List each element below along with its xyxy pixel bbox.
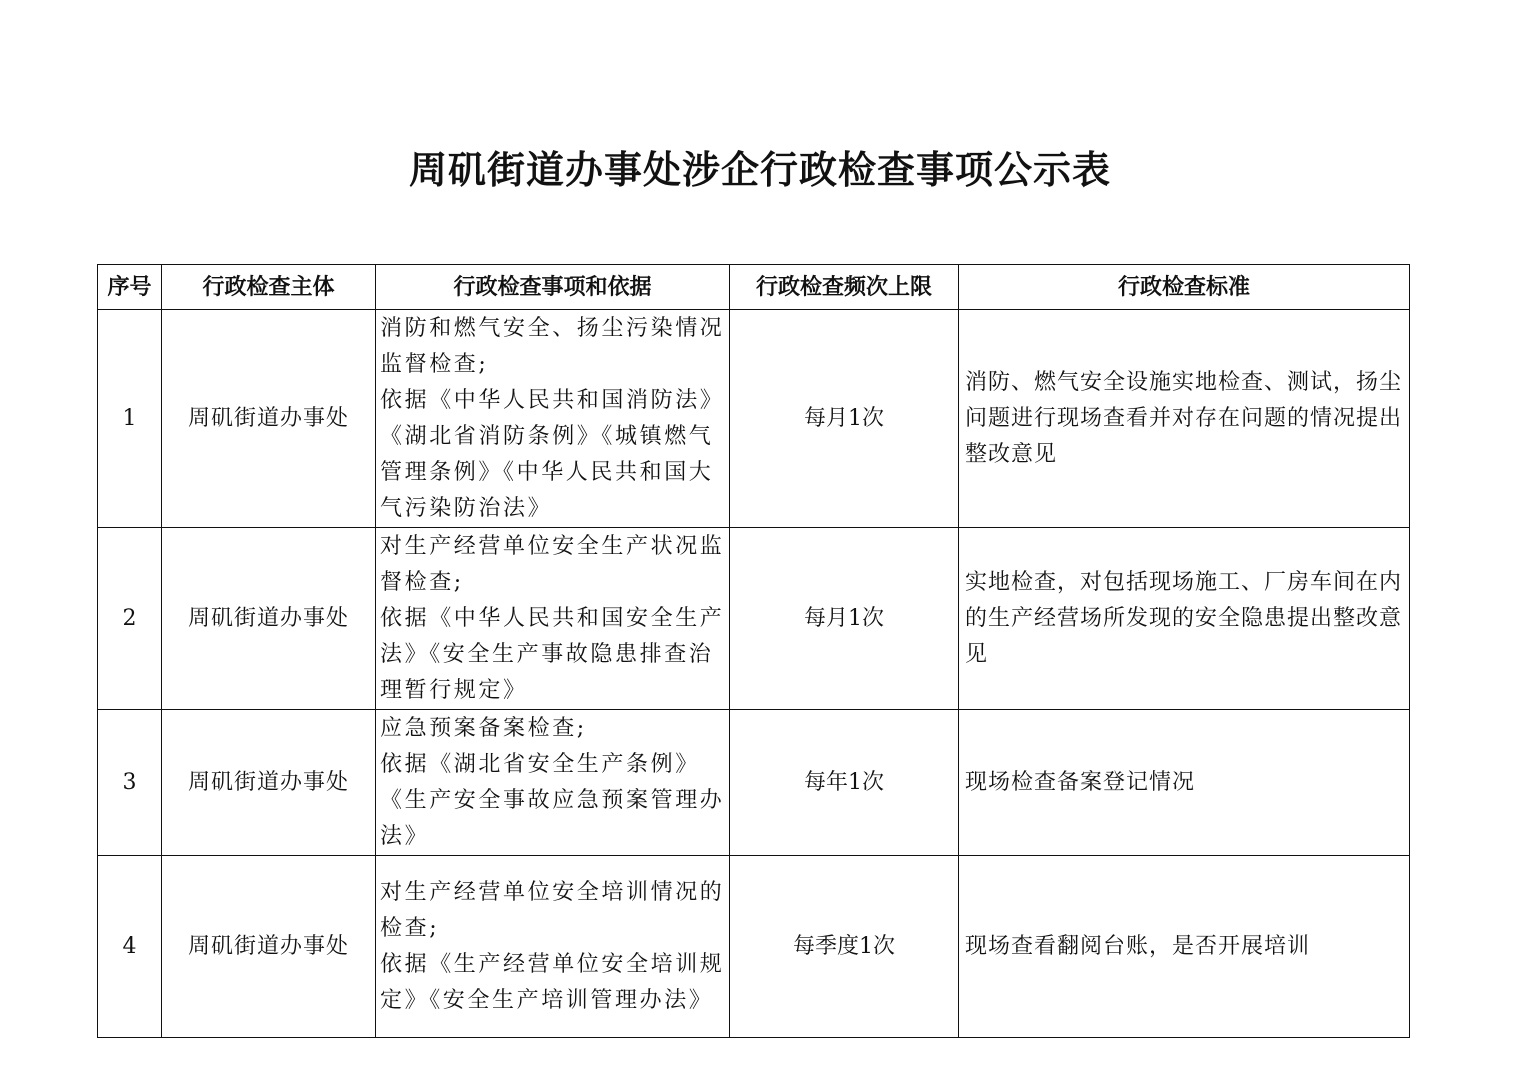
- row-seq: 2: [98, 528, 162, 710]
- row-subject: 周矶街道办事处: [162, 310, 376, 528]
- inspection-table: [97, 264, 1410, 1038]
- page-title: 周矶街道办事处涉企行政检查事项公示表: [408, 147, 1111, 192]
- row-subject: 周矶街道办事处: [162, 710, 376, 856]
- header-subject: 行政检查主体: [162, 265, 376, 310]
- row-frequency: 每月1次: [730, 310, 959, 528]
- row-basis: 依据《湖北省安全生产条例》《生产安全事故应急预案管理办法》: [380, 751, 725, 849]
- table-row: [98, 528, 1410, 710]
- table-row: [98, 310, 1410, 528]
- row-basis: 依据《中华人民共和国消防法》《湖北省消防条例》《城镇燃气管理条例》《中华人民共和国大气污染防治法》: [380, 387, 725, 521]
- row-standard: 消防、燃气安全设施实地检查、测试，扬尘问题进行现场查看并对存在问题的情况提出整改意见: [959, 310, 1410, 528]
- row-items: 应急预案备案检查;: [380, 715, 587, 741]
- row-items-cell: [376, 310, 730, 528]
- row-frequency: 每月1次: [730, 528, 959, 710]
- row-basis: 依据《生产经营单位安全培训规定》《安全生产培训管理办法》: [380, 951, 725, 1013]
- row-standard: 现场检查备案登记情况: [959, 710, 1410, 856]
- row-items: 消防和燃气安全、扬尘污染情况监督检查;: [380, 315, 725, 377]
- row-frequency: 每季度1次: [730, 856, 959, 1038]
- row-items-cell: [376, 710, 730, 856]
- row-frequency: 每年1次: [730, 710, 959, 856]
- row-seq: 3: [98, 710, 162, 856]
- table-header-row: [98, 265, 1410, 310]
- row-items: 对生产经营单位安全培训情况的检查;: [380, 879, 725, 941]
- row-seq: 4: [98, 856, 162, 1038]
- row-subject: 周矶街道办事处: [162, 856, 376, 1038]
- table-row: [98, 856, 1410, 1038]
- row-items-cell: [376, 856, 730, 1038]
- header-items: 行政检查事项和依据: [376, 265, 730, 310]
- table-row: [98, 710, 1410, 856]
- header-seq: 序号: [98, 265, 162, 310]
- header-standard: 行政检查标准: [959, 265, 1410, 310]
- row-basis: 依据《中华人民共和国安全生产法》《安全生产事故隐患排查治理暂行规定》: [380, 605, 725, 703]
- row-items: 对生产经营单位安全生产状况监督检查;: [380, 533, 725, 595]
- row-seq: 1: [98, 310, 162, 528]
- row-subject: 周矶街道办事处: [162, 528, 376, 710]
- row-standard: 现场查看翻阅台账，是否开展培训: [959, 856, 1410, 1038]
- header-frequency: 行政检查频次上限: [730, 265, 959, 310]
- row-items-cell: [376, 528, 730, 710]
- row-standard: 实地检查，对包括现场施工、厂房车间在内的生产经营场所发现的安全隐患提出整改意见: [959, 528, 1410, 710]
